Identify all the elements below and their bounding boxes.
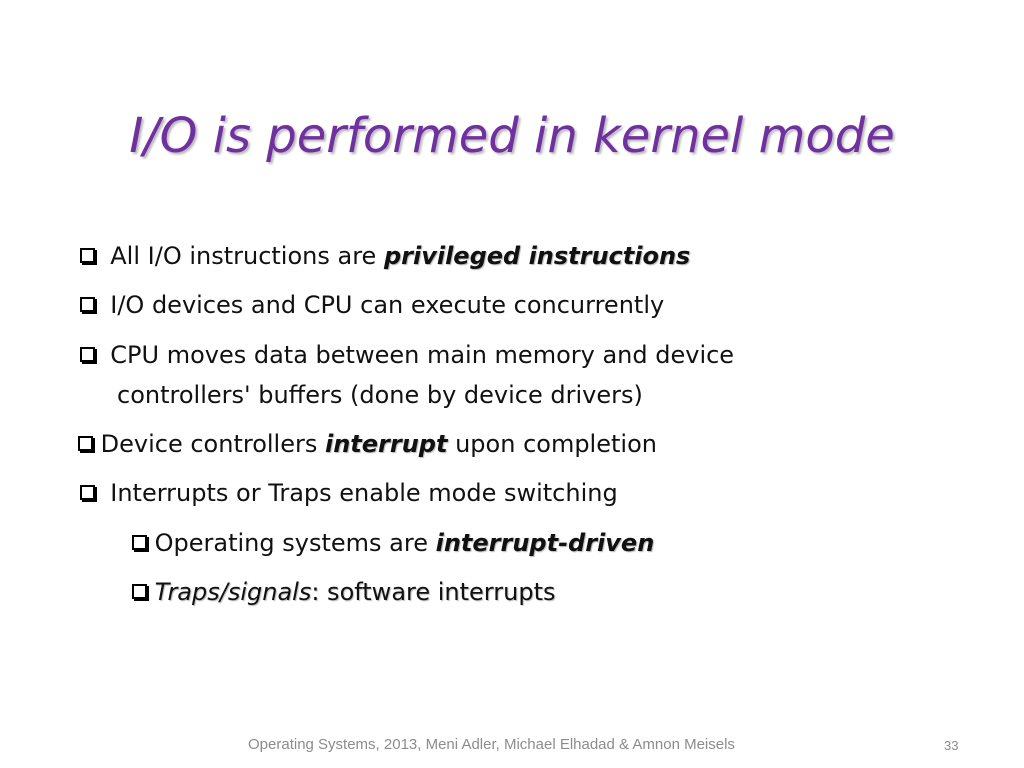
bullet-emphasis: Traps/signals bbox=[154, 578, 312, 606]
checkbox-bullet-icon bbox=[80, 248, 95, 263]
bullet-emphasis: privileged instructions bbox=[383, 242, 691, 270]
bullet-text-line1: CPU moves data between main memory and device bbox=[110, 341, 735, 369]
bullet-item-cpu-moves-continuation bbox=[117, 380, 643, 410]
checkbox-bullet-icon bbox=[78, 436, 93, 451]
bullet-text-after: upon completion bbox=[447, 430, 657, 458]
checkbox-bullet-icon bbox=[80, 485, 95, 500]
bullet-item-concurrent bbox=[80, 290, 664, 320]
bullet-item-privileged bbox=[80, 241, 690, 271]
checkbox-bullet-icon bbox=[80, 347, 95, 362]
checkbox-bullet-icon bbox=[80, 297, 95, 312]
bullet-text-after: : software interrupts bbox=[311, 578, 556, 606]
bullet-text: Interrupts or Traps enable mode switching bbox=[110, 479, 618, 507]
bullet-item-cpu-moves bbox=[80, 340, 734, 370]
bullet-item-device-interrupt bbox=[78, 429, 657, 459]
bullet-text: All I/O instructions are bbox=[110, 242, 384, 270]
bullet-item-mode-switching bbox=[80, 478, 618, 508]
sub-bullet-item-interrupt-driven bbox=[132, 528, 654, 558]
bullet-text: I/O devices and CPU can execute concurrently bbox=[110, 291, 665, 319]
bullet-emphasis: interrupt bbox=[324, 430, 448, 458]
sub-bullet-item-traps bbox=[132, 577, 555, 607]
checkbox-bullet-icon bbox=[132, 535, 147, 550]
checkbox-bullet-icon bbox=[132, 584, 147, 599]
bullet-emphasis: interrupt-driven bbox=[435, 529, 655, 557]
bullet-text: Device controllers bbox=[100, 430, 325, 458]
bullet-text: Operating systems are bbox=[154, 529, 436, 557]
slide-title: I/O is performed in kernel mode bbox=[129, 108, 895, 164]
page-number: 33 bbox=[944, 738, 959, 753]
slide-footer: Operating Systems, 2013, Meni Adler, Michael Elhadad & Amnon Meisels bbox=[248, 736, 735, 753]
bullet-text-line2: controllers' buffers (done by device drivers) bbox=[117, 381, 643, 409]
